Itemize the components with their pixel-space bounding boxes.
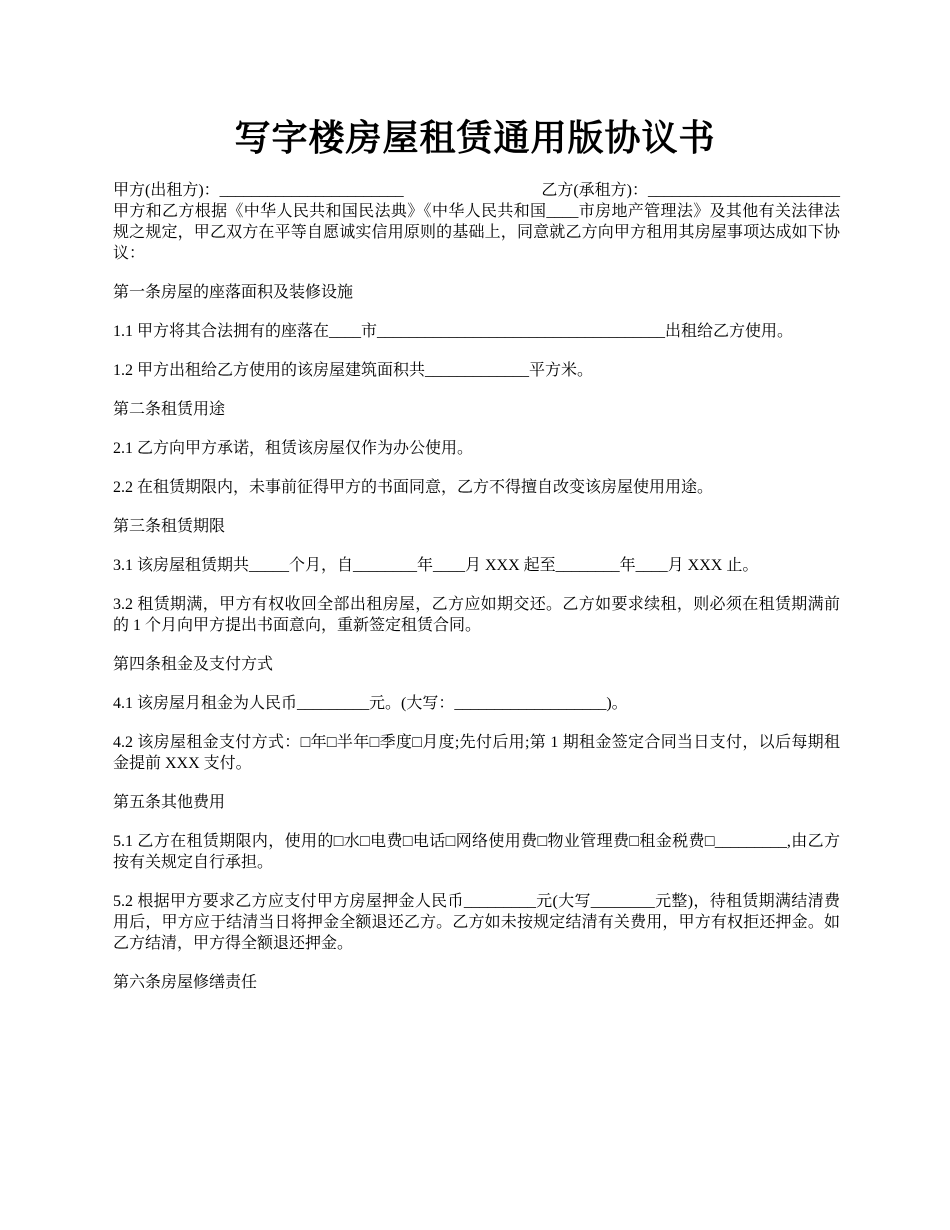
clause-paragraph: 5.1 乙方在租赁期限内，使用的□水□电费□电话□网络使用费□物业管理费□租金税费□_________,由乙方按有关规定自行承担。 [113, 833, 840, 871]
section-heading: 第四条租金及支付方式 [113, 656, 274, 673]
clause-paragraph: 4.2 该房屋租金支付方式：□年□半年□季度□月度;先付后用;第 1 期租金签定合同当日支付，以后每期租金提前 XXX 支付。 [113, 734, 840, 772]
document-body [113, 180, 840, 993]
document-title: 写字楼房屋租赁通用版协议书 [234, 118, 716, 159]
party-b-field: 乙方(承租方)：________________________ [541, 182, 840, 199]
clause-paragraph: 3.1 该房屋租赁期共_____个月，自________年____月 XXX 起至________年____月 XXX 止。 [113, 557, 759, 574]
intro-paragraph: 甲方和乙方根据《中华人民共和国民法典》《中华人民共和国____市房地产管理法》及其他有关法律法规之规定，甲乙双方在平等自愿诚实信用原则的基础上，同意就乙方向甲方租用其房屋事项达成如下协议： [113, 203, 840, 262]
clause-paragraph: 2.1 乙方向甲方承诺，租赁该房屋仅作为办公使用。 [113, 440, 474, 457]
party-a-field: 甲方(出租方)：_______________________ [113, 182, 404, 199]
party-line [113, 180, 840, 201]
clause-paragraph: 1.1 甲方将其合法拥有的座落在____市____________________________________出租给乙方使用。 [113, 323, 794, 340]
section-heading: 第五条其他费用 [113, 794, 226, 811]
section-heading: 第一条房屋的座落面积及装修设施 [113, 284, 354, 301]
section-heading: 第三条租赁期限 [113, 518, 226, 535]
clause-paragraph: 4.1 该房屋月租金为人民币_________元。(大写：___________________)。 [113, 695, 628, 712]
clause-paragraph: 5.2 根据甲方要求乙方应支付甲方房屋押金人民币_________元(大写________元整)，待租赁期满结清费用后，甲方应于结清当日将押金全额退还乙方。乙方如未按规定结清有关费用，甲方有权拒还押金。如乙方结清，甲方得全额退还押金。 [113, 893, 840, 952]
section-heading: 第二条租赁用途 [113, 401, 226, 418]
clause-paragraph: 2.2 在租赁期限内，未事前征得甲方的书面同意，乙方不得擅自改变该房屋使用用途。 [113, 479, 714, 496]
section-heading: 第六条房屋修缮责任 [113, 974, 258, 991]
clause-paragraph: 3.2 租赁期满，甲方有权收回全部出租房屋，乙方应如期交还。乙方如要求续租，则必须在租赁期满前的 1 个月向甲方提出书面意向，重新签定租赁合同。 [113, 596, 840, 634]
clause-paragraph: 1.2 甲方出租给乙方使用的该房屋建筑面积共_____________平方米。 [113, 362, 594, 379]
